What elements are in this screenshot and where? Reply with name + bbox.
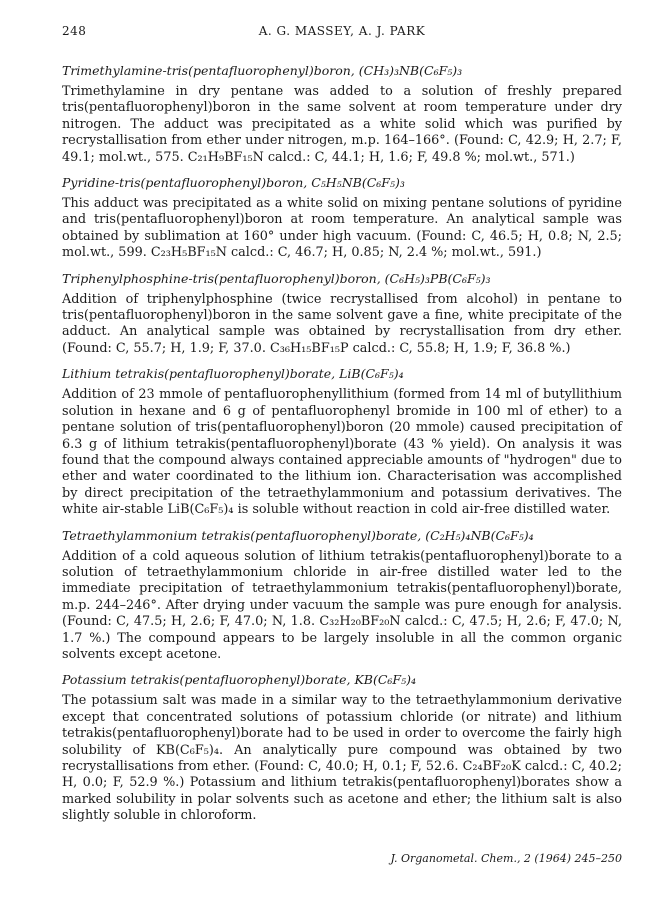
running-head: A. G. MASSEY, A. J. PARK (258, 24, 426, 38)
section-pyridine-adduct (62, 174, 622, 262)
section-paragraph: The potassium salt was made in a similar way to the tetraethylammonium derivative except that concentrated solutions of potassium chloride (or nitrate) and lithium tetrakis(pentafluorophenyl)borate had to be used in order to overcome the fairly high solubility of KB(C₆F₅)₄. An analytically pure compound was obtained by two recrystallisations from ether. (Found: C, 40.0; H, 0.1; F, 52.6. C₂₄BF₂₀K calcd.: C, 40.2; H, 0.0; F, 52.9 %.) Potassium and lithium tetrakis(pentafluorophenyl)borates show a marked solubility in polar solvents such as acetone and ether; the lithium salt is also slightly soluble in chloroform. (62, 693, 622, 824)
section-paragraph: Addition of a cold aqueous solution of lithium tetrakis(pentafluorophenyl)borate to a solution of tetraethylammonium chloride in air-free distilled water led to the immediate precipitation of tetraethylammonium tetrakis(pentafluorophenyl)borate, m.p. 244–246°. After drying under vacuum the sample was pure enough for analysis. (Found: C, 47.5; H, 2.6; F, 47.0; N, 1.8. C₃₂H₂₀BF₂₀N calcd.: C, 47.5; H, 2.6; F, 47.0; N, 1.7 %.) The compound appears to be largely insoluble in all the common organic solvents except acetone. (62, 548, 622, 662)
section-paragraph: Addition of 23 mmole of pentafluorophenyllithium (formed from 14 ml of butyllithium solution in hexane and 6 g of pentafluorophenyl bromide in 100 ml of ether) to a pentane solution of tris(pentafluorophenyl)boron (20 mmole) caused precipitation of 6.3 g of lithium tetrakis(pentafluorophenyl)borate (43 % yield). On analysis it was found that the compound always contained appreciable amounts of "hydrogen" due to ether and water coordinated to the lithium ion. Characterisation was accomplished by direct precipitation of the tetraethylammonium and potassium derivatives. The white air-stable LiB(C₆F₅)₄ is soluble without reaction in cold air-free distilled water. (62, 387, 622, 518)
section-title: Potassium tetrakis(pentafluorophenyl)borate, KB(C₆F₅)₄ (62, 672, 416, 688)
section-paragraph: Addition of triphenylphosphine (twice recrystallised from alcohol) in pentane to tris(pentafluorophenyl)boron in the same solvent gave a fine, white precipitate of the adduct. An analytical sample was obtained by recrystallisation from dry ether. (Found: C, 55.7; H, 1.9; F, 37.0. C₃₆H₁₅BF₁₅P calcd.: C, 55.8; H, 1.9; F, 36.8 %.) (62, 291, 622, 356)
article-body (62, 62, 622, 833)
section-title: Pyridine-tris(pentafluorophenyl)boron, C₅H₅NB(C₆F₅)₃ (62, 175, 405, 191)
section-title: Trimethylamine-tris(pentafluorophenyl)boron, (CH₃)₃NB(C₆F₅)₃ (62, 63, 463, 78)
section-triphenylphosphine-adduct (62, 270, 622, 358)
section-title: Lithium tetrakis(pentafluorophenyl)borate, LiB(C₆F₅)₄ (62, 366, 404, 382)
section-trimethylamine-adduct (62, 62, 622, 166)
section-title: Triphenylphosphine-tris(pentafluorophenyl)boron, (C₆H₅)₃PB(C₆F₅)₃ (62, 270, 491, 286)
journal-citation: J. Organometal. Chem., 2 (1964) 245–250 (390, 852, 622, 865)
section-paragraph: Trimethylamine in dry pentane was added to a solution of freshly prepared tris(pentafluorophenyl)boron in the same solvent at room temperature under dry nitrogen. The adduct was precipitated as a white solid which was purified by recrystallisation from ether under nitrogen, m.p. 164–166°. (Found: C, 42.9; H, 2.7; F, 49.1; mol.wt., 575. C₂₁H₉BF₁₅N calcd.: C, 44.1; H, 1.6; F, 49.8 %; mol.wt., 571.) (62, 84, 622, 165)
section-paragraph: This adduct was precipitated as a white solid on mixing pentane solutions of pyridine and tris(pentafluorophenyl)boron at room temperature. An analytical sample was obtained by sublimation at 160° under high vacuum. (Found: C, 46.5; H, 0.8; N, 2.5; mol.wt., 599. C₂₃H₅BF₁₅N calcd.: C, 46.7; H, 0.85; N, 2.4 %; mol.wt., 591.) (62, 196, 622, 261)
section-potassium-borate (62, 671, 622, 824)
section-lithium-borate (62, 365, 622, 518)
section-title: Tetraethylammonium tetrakis(pentafluorophenyl)borate, (C₂H₅)₄NB(C₆F₅)₄ (62, 527, 534, 543)
page-number: 248 (62, 24, 87, 38)
section-tetraethylammonium-borate (62, 527, 622, 664)
